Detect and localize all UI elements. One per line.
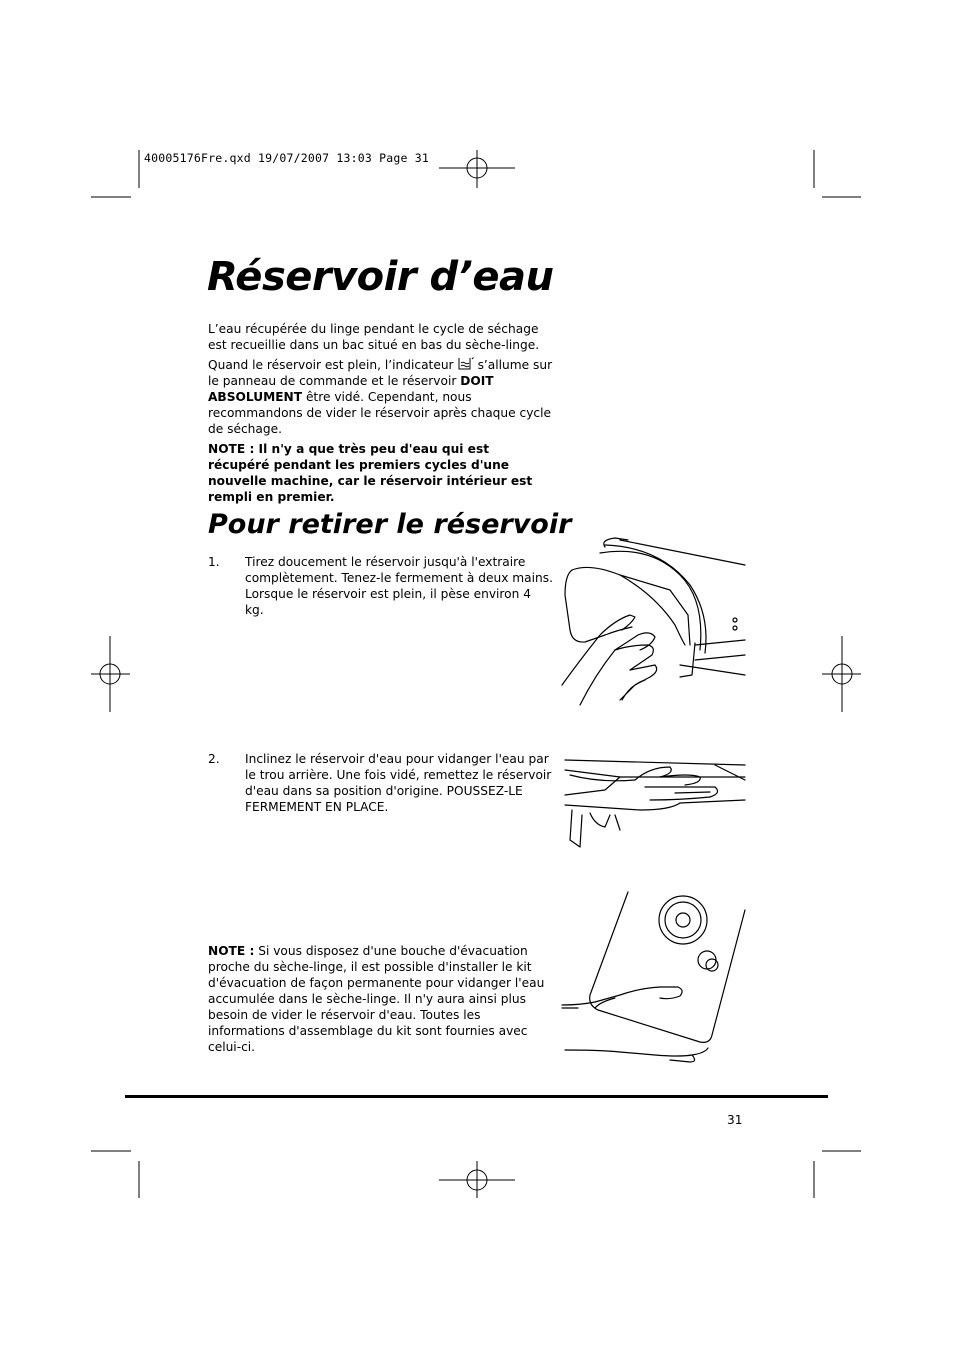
intro-text <box>208 321 553 509</box>
registration-mark-icon <box>439 150 515 188</box>
footer-rule <box>125 1095 828 1098</box>
registration-mark-icon <box>91 636 130 712</box>
page-number: 31 <box>727 1113 743 1127</box>
step-2 <box>208 751 553 815</box>
illustration-remove-reservoir <box>560 535 750 705</box>
section-heading: Pour retirer le réservoir <box>208 509 572 540</box>
note-label: NOTE : <box>208 944 255 958</box>
page-title: Réservoir d’eau <box>207 254 554 300</box>
registration-mark-icon <box>439 1161 515 1198</box>
intro-note: NOTE : Il n'y a que très peu d'eau qui est récupéré pendant les premiers cycles d'une nouvelle machine, car le réservoir intérieur est rempli en premier. <box>208 442 533 504</box>
water-container-indicator-icon <box>457 357 475 370</box>
step-1 <box>208 554 553 618</box>
illustration-tilt-reservoir <box>560 755 750 855</box>
note-text: Si vous disposez d'une bouche d'évacuation proche du sèche-linge, il est possible d'installer le kit d'évacuation de façon permanente pour vidanger l'eau accumulée dans le sèche-linge. Il n'y aura ainsi plus besoin de vider le réservoir d'eau. Toutes les informations d'assemblage du kit sont fournies avec celui-ci. <box>208 944 545 1054</box>
step-number: 2. <box>208 752 220 766</box>
illustration-drain-kit <box>560 890 750 1070</box>
step-text: Inclinez le réservoir d'eau pour vidanger l'eau par le trou arrière. Une fois vidé, remettez le réservoir d'eau dans sa position d'origine. POUSSEZ-LE FERMEMENT EN PLACE. <box>245 752 552 814</box>
file-slug: 40005176Fre.qxd 19/07/2007 13:03 Page 31 <box>144 151 429 165</box>
drain-kit-note <box>208 943 553 1055</box>
step-number: 1. <box>208 555 220 569</box>
intro-paragraph-1: L’eau récupérée du linge pendant le cycle de séchage est recueillie dans un bac situé en bas du sèche-linge. <box>208 322 540 352</box>
step-text: Tirez doucement le réservoir jusqu'à l'extraire complètement. Tenez-le fermement à deux mains. Lorsque le réservoir est plein, il pèse environ 4 kg. <box>245 555 553 617</box>
registration-mark-icon <box>822 636 861 712</box>
intro-paragraph-2: Quand le réservoir est plein, l’indicateur s’allume sur le panneau de commande et le réservoir DOIT ABSOLUMENT être vidé. Cependant, nous recommandons de vider le réservoir après chaque cycle de séchage. <box>208 358 553 436</box>
